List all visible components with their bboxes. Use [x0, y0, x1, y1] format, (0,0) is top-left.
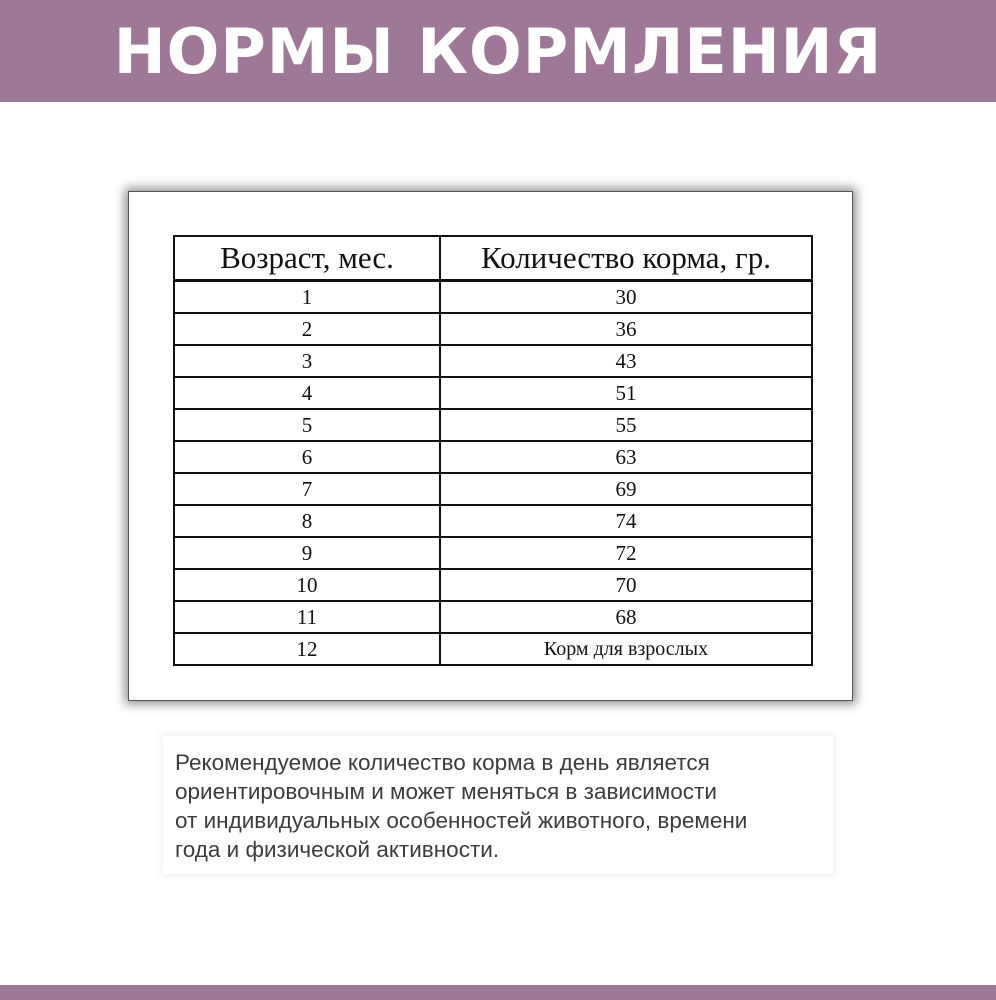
table-row [174, 281, 812, 314]
age-cell: 5 [174, 409, 440, 441]
table-row [174, 345, 812, 377]
age-cell: 1 [174, 281, 440, 314]
age-cell: 9 [174, 537, 440, 569]
amount-cell: 68 [440, 601, 812, 633]
amount-cell: 63 [440, 441, 812, 473]
table-row [174, 633, 812, 665]
footer-bar [0, 985, 996, 1000]
amount-cell: 30 [440, 281, 812, 314]
table-row [174, 409, 812, 441]
amount-cell: 72 [440, 537, 812, 569]
table-row [174, 473, 812, 505]
age-cell: 4 [174, 377, 440, 409]
table-row [174, 313, 812, 345]
age-cell: 7 [174, 473, 440, 505]
age-cell: 8 [174, 505, 440, 537]
table-row [174, 505, 812, 537]
amount-cell: 70 [440, 569, 812, 601]
age-cell: 10 [174, 569, 440, 601]
table-row [174, 377, 812, 409]
table-card [128, 191, 853, 701]
age-cell: 11 [174, 601, 440, 633]
amount-cell: Корм для взрослых [440, 633, 812, 665]
amount-cell: 36 [440, 313, 812, 345]
amount-cell: 51 [440, 377, 812, 409]
age-cell: 2 [174, 313, 440, 345]
age-cell: 12 [174, 633, 440, 665]
title-banner [0, 0, 996, 102]
table-row [174, 601, 812, 633]
table-header-row [174, 236, 812, 281]
column-header-age: Возраст, мес. [174, 236, 440, 281]
amount-cell: 43 [440, 345, 812, 377]
age-cell: 6 [174, 441, 440, 473]
amount-cell: 55 [440, 409, 812, 441]
column-header-amount: Количество корма, гр. [440, 236, 812, 281]
table-row [174, 537, 812, 569]
feeding-table [173, 235, 813, 666]
page-title: НОРМЫ КОРМЛЕНИЯ [113, 15, 883, 88]
age-cell: 3 [174, 345, 440, 377]
recommendation-note [163, 736, 833, 874]
amount-cell: 69 [440, 473, 812, 505]
table-row [174, 441, 812, 473]
amount-cell: 74 [440, 505, 812, 537]
note-text: Рекомендуемое количество корма в день является ориентировочным и может меняться в зависимости от индивидуальных особенностей животного, времени года и физической активности. [175, 750, 748, 862]
table-row [174, 569, 812, 601]
